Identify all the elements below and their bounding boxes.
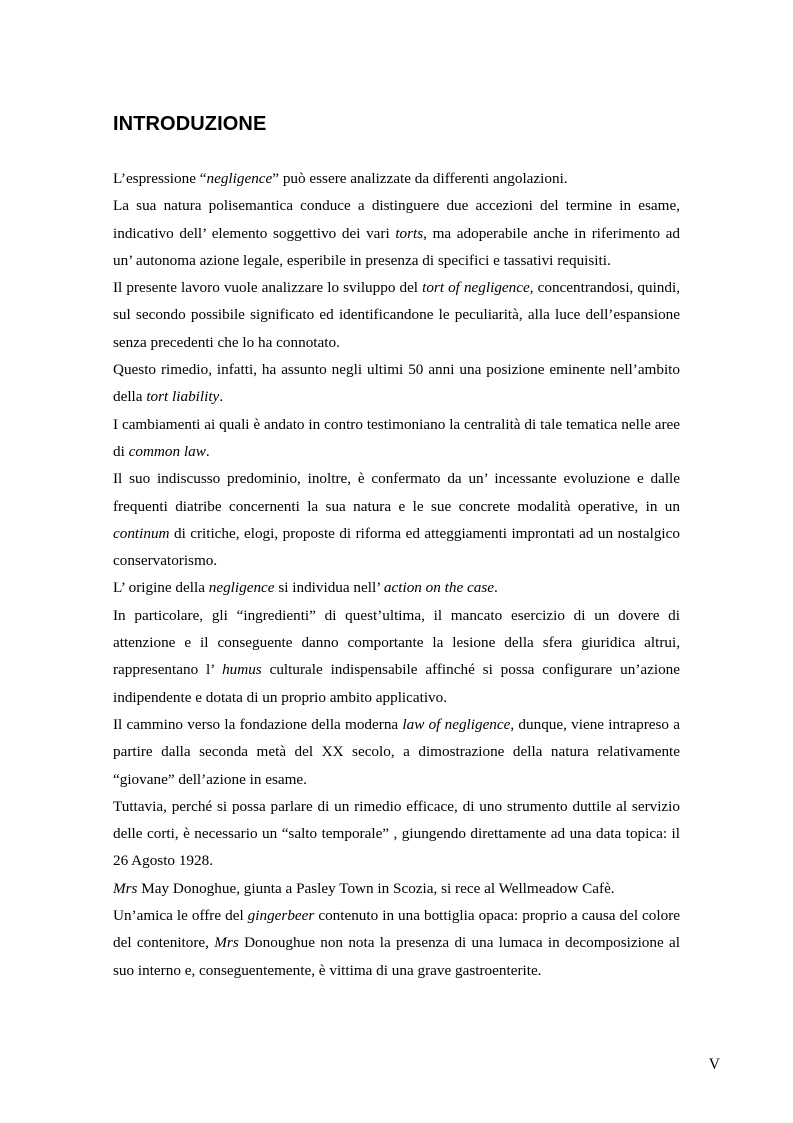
text-run: In particolare, gli “ingredienti” di quest’ultima, il mancato esercizio di un dovere di attenzione e il conseguente danno comportante la lesione della sfera giuridica altrui, rappresentano l’	[113, 606, 680, 679]
italic-term: tort of negligence	[422, 279, 530, 297]
body-text	[113, 165, 680, 984]
paragraph	[113, 165, 680, 192]
italic-term: tort liability	[146, 388, 220, 406]
paragraph	[113, 356, 680, 411]
text-run: , dunque, viene intrapreso a partire dalla seconda metà del XX secolo, a dimostrazione della natura relativamente “giovane” dell’azione in esame.	[113, 715, 680, 788]
text-run: contenuto in una bottiglia opaca: proprio a causa del colore del contenitore,	[113, 907, 680, 952]
text-run: L’ origine della	[113, 579, 209, 597]
text-run: May Donoghue, giunta a Pasley Town in Scozia, si rece al Wellmeadow Cafè.	[137, 879, 615, 897]
text-run: Un’amica le offre del	[113, 907, 248, 925]
italic-term: law of negligence	[402, 715, 511, 733]
text-run: Donoughue non nota la presenza di una lumaca in decomposizione al suo interno e, conseguentemente, è vittima di una grave gastroenterite.	[113, 934, 680, 979]
paragraph	[113, 711, 680, 793]
italic-term: continum	[113, 524, 170, 542]
text-run: L’espressione “	[113, 170, 207, 187]
text-run: Il cammino verso la fondazione della moderna	[113, 715, 403, 733]
italic-term: negligence	[208, 579, 275, 597]
text-run: I cambiamenti ai quali è andato in contro testimoniano la centralità di tale tematica nelle aree di	[113, 415, 680, 460]
text-run: .	[205, 442, 210, 460]
text-run: Tuttavia, perché si possa parlare di un rimedio efficace, di uno strumento duttile al servizio delle corti, è necessario un “salto temporale” , giungendo direttamente ad una data topica: il 26 Agosto 1928.	[113, 797, 680, 870]
page-number: V	[708, 1056, 720, 1073]
text-run: di critiche, elogi, proposte di riforma ed atteggiamenti improntati ad un nostalgico conservatorismo.	[113, 524, 680, 570]
paragraph	[113, 793, 680, 875]
paragraph	[113, 602, 680, 711]
paragraph	[113, 574, 680, 601]
italic-term: torts	[395, 224, 424, 242]
paragraph	[113, 875, 680, 902]
text-run: .	[494, 579, 498, 597]
text-run: si individua nell’	[274, 579, 384, 597]
italic-term: action on the case	[383, 579, 495, 597]
section-heading: INTRODUZIONE	[113, 113, 267, 135]
italic-term: Mrs	[214, 934, 239, 952]
text-run: culturale indispensabile affinché si possa configurare un’azione indipendente e dotata di un proprio ambito applicativo.	[113, 661, 681, 706]
italic-term: Mrs	[113, 879, 138, 897]
text-run: , concentrandosi, quindi, sul secondo possibile significato ed identificandone le peculiarità, alla luce dell’espansione senza precedenti che lo ha connotato.	[113, 279, 681, 351]
text-run: .	[219, 388, 224, 406]
italic-term: common law	[128, 442, 206, 460]
text-run: Il presente lavoro vuole analizzare lo sviluppo del	[113, 279, 423, 297]
text-run: La sua natura polisemantica conduce a distinguere due accezioni del termine in esame, indicativo dell’ elemento soggettivo dei vari	[113, 197, 680, 242]
paragraph	[113, 411, 680, 466]
text-run: , ma adoperabile anche in riferimento ad un’ autonoma azione legale, esperibile in presenza di specifici e tassativi requisiti.	[113, 224, 680, 269]
text-run: Il suo indiscusso predominio, inoltre, è confermato da un’ incessante evoluzione e dalle frequenti diatribe concernenti la sua natura e le sue concrete modalità operative, in un	[113, 470, 680, 515]
paragraph	[113, 902, 680, 984]
paragraph	[113, 465, 680, 574]
paragraph	[113, 274, 680, 356]
text-run: Questo rimedio, infatti, ha assunto negli ultimi 50 anni una posizione eminente nell’ambito della	[113, 361, 680, 406]
text-run: ” può essere analizzate da differenti angolazioni.	[272, 170, 568, 187]
italic-term: gingerbeer	[247, 907, 315, 925]
italic-term: negligence	[206, 170, 273, 187]
italic-term: humus	[222, 661, 262, 679]
paragraph	[113, 192, 680, 274]
